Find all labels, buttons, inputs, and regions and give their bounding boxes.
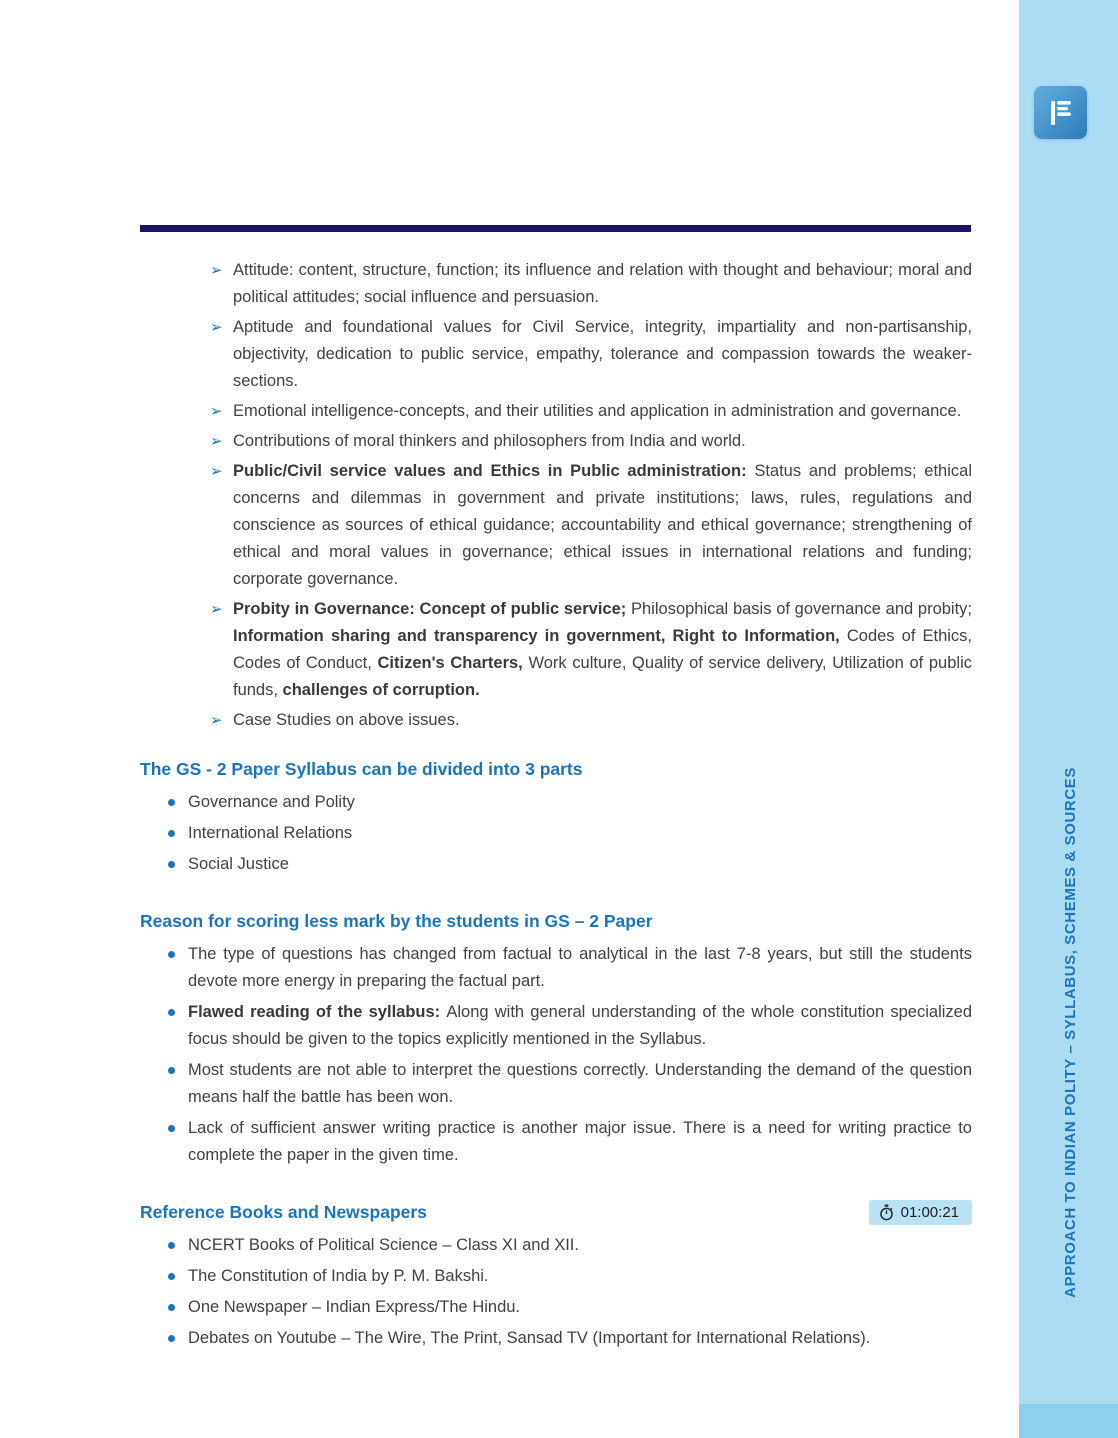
arrow-list bbox=[140, 257, 972, 734]
arrow-item-text bbox=[233, 257, 972, 311]
arrow-list-item bbox=[140, 458, 972, 593]
stopwatch-icon bbox=[879, 1204, 894, 1221]
dot-list-item bbox=[140, 1263, 972, 1290]
arrow-list-item bbox=[140, 257, 972, 311]
dot-list-item bbox=[140, 941, 972, 995]
text-segment: Work culture, Quality of service delivery, Utilization of public funds, bbox=[233, 654, 972, 699]
dot-bullet-icon bbox=[168, 941, 188, 968]
dot-item-text bbox=[188, 1115, 972, 1169]
dot-bullet-icon bbox=[168, 820, 188, 847]
brand-logo bbox=[1034, 86, 1087, 139]
dot-item-text bbox=[188, 1263, 972, 1290]
dot-bullet-icon bbox=[168, 1263, 188, 1290]
text-segment: Social Justice bbox=[188, 855, 289, 873]
dot-item-text bbox=[188, 1232, 972, 1259]
dot-list-item bbox=[140, 789, 972, 816]
text-segment: One Newspaper – Indian Express/The Hindu. bbox=[188, 1298, 521, 1316]
arrow-list-item bbox=[140, 398, 972, 425]
bold-text-segment: Citizen's Charters, bbox=[377, 654, 529, 672]
dot-list bbox=[140, 941, 972, 1169]
arrow-item-text bbox=[233, 398, 972, 425]
sidebar-corner-accent bbox=[1019, 1404, 1118, 1438]
text-segment: Codes of Ethics, Codes of Conduct, bbox=[233, 627, 973, 672]
sidebar-vertical-title: APPROACH TO INDIAN POLITY – SYLLABUS, SCHEMES & SOURCES bbox=[1062, 767, 1079, 1298]
dot-list-item bbox=[140, 1232, 972, 1259]
dot-item-text bbox=[188, 851, 972, 878]
text-segment: Along with general understanding of the whole constitution specialized focus should be given to the topics explicitly mentioned in the Syllabus. bbox=[188, 1003, 973, 1048]
dot-list-item bbox=[140, 851, 972, 878]
arrow-item-text bbox=[233, 596, 972, 704]
arrow-bullet-icon: ➢ bbox=[210, 262, 223, 279]
arrow-bullet-icon: ➢ bbox=[210, 463, 223, 480]
section bbox=[140, 908, 972, 1169]
dot-item-text bbox=[188, 999, 972, 1053]
section-heading-row bbox=[140, 1199, 972, 1225]
dot-list bbox=[140, 1232, 972, 1352]
section-heading-row bbox=[140, 908, 972, 934]
arrow-list-item bbox=[140, 428, 972, 455]
text-segment: Contributions of moral thinkers and philosophers from India and world. bbox=[233, 432, 746, 450]
section-heading-row bbox=[140, 756, 972, 782]
dot-bullet-icon bbox=[168, 1325, 188, 1352]
arrow-bullet-icon: ➢ bbox=[210, 712, 223, 729]
dot-list-item bbox=[140, 820, 972, 847]
section-heading: Reason for scoring less mark by the students in GS – 2 Paper bbox=[140, 911, 653, 931]
arrow-item-text bbox=[233, 458, 972, 593]
dot-bullet-icon bbox=[168, 789, 188, 816]
sections bbox=[140, 756, 972, 1352]
arrow-item-text bbox=[233, 314, 972, 395]
dot-item-text bbox=[188, 820, 972, 847]
text-segment: Emotional intelligence-concepts, and their utilities and application in administration and governance. bbox=[233, 402, 962, 420]
dot-list-item bbox=[140, 1115, 972, 1169]
arrow-item-text bbox=[233, 428, 972, 455]
dot-list-item bbox=[140, 1057, 972, 1111]
section-heading: The GS - 2 Paper Syllabus can be divided into 3 parts bbox=[140, 759, 583, 779]
logo-p-icon bbox=[1046, 98, 1076, 128]
text-segment: The Constitution of India by P. M. Bakshi. bbox=[188, 1267, 489, 1285]
text-segment: NCERT Books of Political Science – Class XI and XII. bbox=[188, 1236, 579, 1254]
arrow-list-item bbox=[140, 314, 972, 395]
dot-bullet-icon bbox=[168, 1232, 188, 1259]
arrow-bullet-icon: ➢ bbox=[210, 433, 223, 450]
dot-item-text bbox=[188, 941, 972, 995]
text-segment: The type of questions has changed from factual to analytical in the last 7-8 years, but still the students devote more energy in preparing the factual part. bbox=[188, 945, 972, 990]
bold-text-segment: challenges of corruption. bbox=[282, 681, 480, 699]
arrow-bullet-icon: ➢ bbox=[210, 601, 223, 618]
text-segment: Most students are not able to interpret the questions correctly. Understanding the demand of the question means half the battle has been won. bbox=[188, 1061, 972, 1106]
dot-bullet-icon bbox=[168, 851, 188, 878]
dot-bullet-icon bbox=[168, 1115, 188, 1142]
main-content bbox=[140, 257, 972, 1356]
dot-item-text bbox=[188, 1294, 972, 1321]
text-segment: Governance and Polity bbox=[188, 793, 355, 811]
bold-text-segment: Flawed reading of the syllabus: bbox=[188, 1003, 447, 1021]
text-segment: Attitude: content, structure, function; its influence and relation with thought and behaviour; moral and political attitudes; social influence and persuasion. bbox=[233, 261, 972, 306]
bold-text-segment: Information sharing and transparency in government, Right to Information, bbox=[233, 627, 847, 645]
arrow-bullet-icon: ➢ bbox=[210, 319, 223, 336]
text-segment: Status and problems; ethical concerns and dilemmas in government and private institutions; laws, rules, regulations and conscience as sources of ethical guidance; accountability and ethical governance; strengthening of ethical and moral values in governance; ethical issues in international relations and funding; corporate governance. bbox=[233, 462, 972, 588]
text-segment: Case Studies on above issues. bbox=[233, 711, 460, 729]
section-heading: Reference Books and Newspapers bbox=[140, 1202, 427, 1222]
arrow-bullet-icon: ➢ bbox=[210, 403, 223, 420]
section bbox=[140, 756, 972, 878]
bold-text-segment: Public/Civil service values and Ethics in Public administration: bbox=[233, 462, 755, 480]
top-divider-rule bbox=[140, 225, 971, 232]
text-segment: Aptitude and foundational values for Civil Service, integrity, impartiality and non-partisanship, objectivity, dedication to public service, empathy, tolerance and compassion towards the weaker-sections. bbox=[233, 318, 972, 390]
section bbox=[140, 1199, 972, 1352]
dot-list bbox=[140, 789, 972, 878]
dot-bullet-icon bbox=[168, 1057, 188, 1084]
dot-bullet-icon bbox=[168, 999, 188, 1026]
arrow-item-text bbox=[233, 707, 972, 734]
timestamp-text: 01:00:21 bbox=[900, 1203, 959, 1221]
dot-bullet-icon bbox=[168, 1294, 188, 1321]
text-segment: Debates on Youtube – The Wire, The Print, Sansad TV (Important for International Relations). bbox=[188, 1329, 871, 1347]
dot-list-item bbox=[140, 999, 972, 1053]
text-segment: International Relations bbox=[188, 824, 353, 842]
bold-text-segment: Probity in Governance: Concept of public service; bbox=[233, 600, 631, 618]
text-segment: Lack of sufficient answer writing practice is another major issue. There is a need for writing practice to complete the paper in the given time. bbox=[188, 1119, 972, 1164]
dot-list-item bbox=[140, 1325, 972, 1352]
dot-item-text bbox=[188, 1057, 972, 1111]
arrow-list-item bbox=[140, 707, 972, 734]
text-segment: Philosophical basis of governance and probity; bbox=[631, 600, 973, 618]
dot-item-text bbox=[188, 789, 972, 816]
arrow-list-item bbox=[140, 596, 972, 704]
timestamp-badge[interactable] bbox=[869, 1200, 972, 1225]
dot-item-text bbox=[188, 1325, 972, 1352]
dot-list-item bbox=[140, 1294, 972, 1321]
